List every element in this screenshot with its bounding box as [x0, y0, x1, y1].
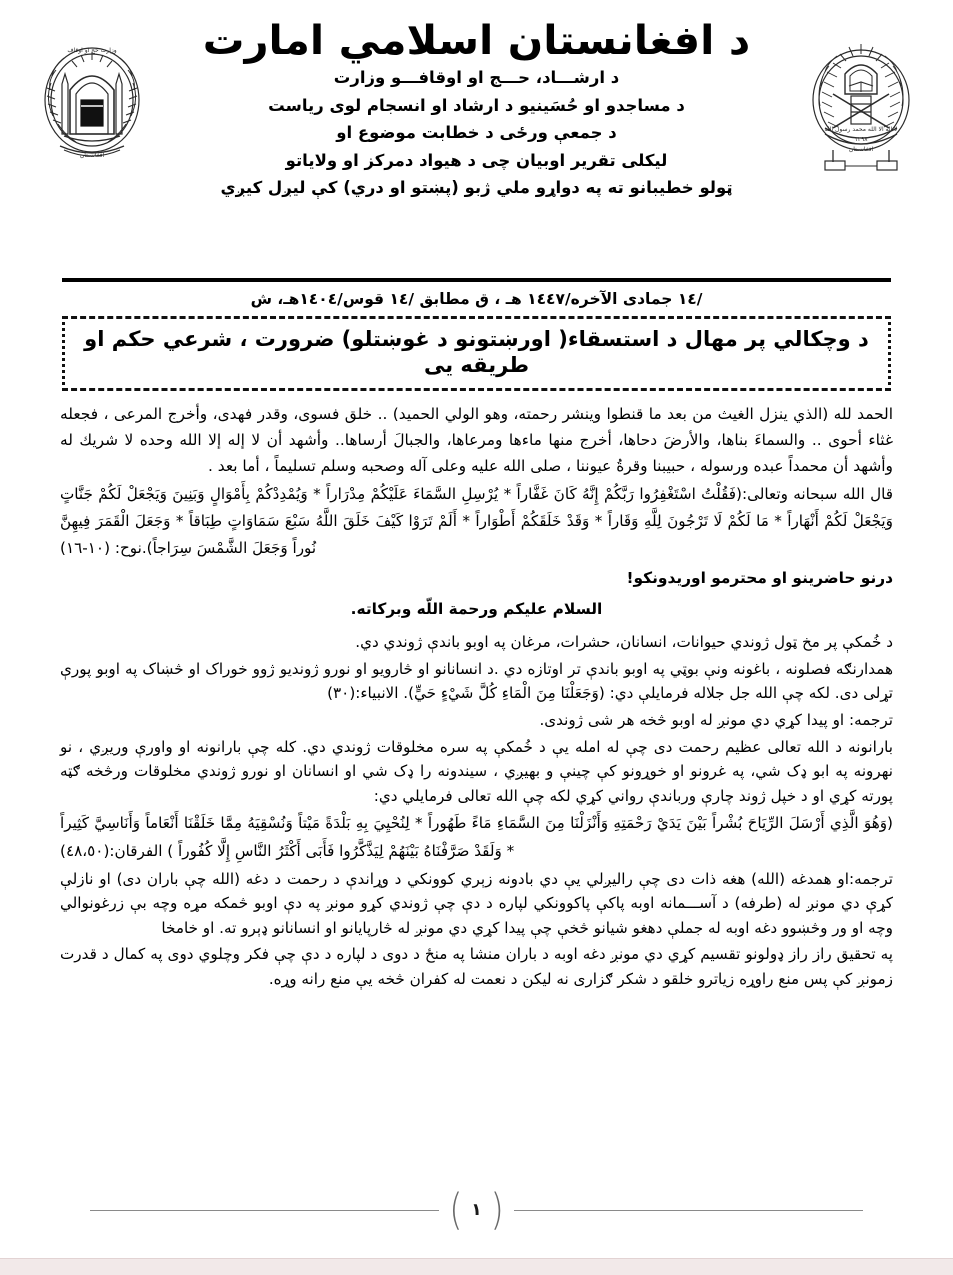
header-divider: [62, 278, 891, 282]
svg-text:١٢٩٨: ١٢٩٨: [854, 136, 868, 143]
svg-text:وزارت حج او اوقاف: وزارت حج او اوقاف: [67, 47, 117, 54]
header-line-distribution: ټولو خطيبانو ته په دواړو ملي ژبو (پښتو او دري) کې ليږل کيږي: [220, 178, 733, 197]
document-footer: [0, 1185, 953, 1253]
header-text-block: [150, 18, 803, 197]
page-title: د وچکالي پر مهال د استسقاء( اورښتونو د غوښتلو) ضرورت ، شرعي حکم او طريقه يی: [84, 327, 869, 378]
paragraph-intro-life-water: د خُمکې پر مخ ټول ژوندي حيوانات، انسانان، حشرات، مرغان په اوبو باندې ژوندي دي.: [355, 633, 893, 652]
paragraph-rain-is-mercy: بارانونه د الله تعالی عظيم رحمت دی چې له امله يې د خُمکې په سره مخلوقات ژوندي دي. کله چې بارانونه او واورې وريږي ، نو نهرونه په ابو ډک شي، په غرونو او خوړونو کې چينې و بهيږي ، سيندونه را ډک شي او انسانان او نورو ژوندي مخلوقات ورڅخه ګټه پورته کړي او د خپل ژوند چارې ورباندې رواني کړي لکه چې الله تعالی فرمايلي دي:: [60, 737, 893, 805]
paragraph-greeting-salam: السلام عليکم ورحمة اللّه وبرکاته.: [350, 600, 603, 619]
afghanistan-national-emblem: [803, 28, 919, 178]
hijri-date-line: /١٤ جمادى الآخره/١٤٤٧ هـ ، ق مطابق /١٤ قوس/١٤٠٤هـ، ش: [250, 290, 703, 308]
paragraph-closing: په تحقيق راز راز ډولونو تقسيم کړي دي مونږ دغه اوبه د باران منشا په منځ د دوی د لپاره د دې چې فکر وچلوي دوی په کمال د قدرت زمونږ کې پس منع راوړه زياترو خلقو د شکر ګزاری نه ليکن د نعمت له کفران څخه يې منع رانه وړه.: [60, 945, 893, 989]
bottom-band: [0, 1258, 953, 1275]
paren-close: ): [449, 1185, 463, 1235]
paragraph-crops-and-animals: همدارنګه فصلونه ، باغونه ونې بوټي په اوبو باندې تر اوتازه دي .د انسانانو او څارويو او نورو ژونديو ژوو خوراک او څښاک په اوبو پورې تړلی دی. لکه چې الله جل جلاله فرمايلې دي: (وَجَعَلْنَا مِنَ الْمَاءِ كُلَّ شَيْءٍ حَيٍّ). الانبياء:(٣٠): [60, 659, 893, 703]
page-number-container: [439, 1185, 514, 1235]
footer-rule-left: [90, 1210, 439, 1211]
state-calligraphy-title: د افغانستان اسلامي امارت: [202, 18, 751, 64]
document-header: [0, 0, 953, 272]
paragraph-translation-anbiya: ترجمه: او پيدا کړي دي مونږ له اوبو څخه هر شی ژوندی.: [539, 710, 893, 729]
svg-text:افغانستان: افغانستان: [79, 152, 105, 159]
header-line-directorate: د مساجدو او حُسَينيو د ارشاد او انسجام لوی رياست: [268, 95, 685, 115]
paragraph-audience-address: درنو حاضرينو او محترمو اوريدونکو!: [626, 569, 893, 588]
document-body: [0, 391, 953, 992]
paragraph-quran-furqan: (وَهُوَ الَّذِي أَرْسَلَ الرِّيَاحَ بُشْراً بَيْنَ يَدَيْ رَحْمَتِهِ وَأَنْزَلْنَا مِنَ السَّمَاءِ مَاءً طَهُوراً * لِنُحْيِيَ بِهِ بَلْدَةً مَيْتاً وَنُسْقِيَهُ مِمَّا خَلَقْنَا أَنْعَاماً وَأَنَاسِيَّ كَثِيراً * وَلَقَدْ صَرَّفْنَاهُ بَيْنَهُمْ لِيَذَّكَّرُوا فَأَبَى أَكْثَرُ النَّاسِ إِلَّا كُفُوراً ) الفرقان:(٤٨،٥٠): [60, 814, 893, 860]
sermon-title-box: [62, 316, 891, 391]
footer-rule-right: [514, 1210, 863, 1211]
header-line-sermon-topic: د جمعې ورځی د خطابت موضوع او: [336, 123, 617, 142]
svg-text:لا اله الا الله محمد رسول الله: لا اله الا الله محمد رسول الله: [824, 126, 898, 133]
paragraph-translation-furqan: ترجمه:او همدغه (الله) هغه ذات دی چې راليږلي يې دي بادونه زېري کوونکي د وړاندې د رحمت د دغه (الله چې باران دی) او نازلې کړې دي مونږ له (طرفه) د آســـمانه اوبه پاکې پاکوونکي لپاره د دې چې ژوندي کړو مونږ په دې اوبو څمکه مړه وچه بې زرغونوالي وچه او ور وڅښوو دغه اوبه له جملې دهغو شيانو څخې چې پيدا کړي دي مونږ له څارپايانو او انسانانو ډېرو ته. او خامخا: [60, 869, 893, 937]
paren-open: (: [490, 1185, 504, 1235]
svg-text:افغانستان: افغانستان: [848, 146, 874, 153]
paragraph-quran-nuh: قال الله سبحانه وتعالى:(فَقُلْتُ اسْتَغْفِرُوا رَبَّكُمْ إِنَّهُ كَانَ غَفَّاراً * يُرْسِلِ السَّمَاءَ عَلَيْكُمْ مِدْرَاراً * وَيُمْدِدْكُمْ بِأَمْوَالٍ وَبَنِينَ وَيَجْعَلْ لَكُمْ جَنَّاتٍ وَيَجْعَلْ لَكُمْ أَنْهَاراً * مَا لَكُمْ لَا تَرْجُونَ لِلَّهِ وَقَاراً * وَقَدْ خَلَقَكُمْ أَطْوَاراً * أَلَمْ تَرَوْا كَيْفَ خَلَقَ اللَّهُ سَبْعَ سَمَاوَاتٍ طِبَاقاً * وَجَعَلَ الْقَمَرَ فِيهِنَّ نُوراً وَجَعَلَ الشَّمْسَ سِرَاجاً).نوح: (١٠-١٦): [60, 485, 893, 558]
page-number: ١: [471, 1199, 482, 1220]
ministry-of-hajj-emblem: [34, 28, 150, 178]
paragraph-hamdalah: الحمد لله (الذي ينزل الغيث من بعد ما قنطوا وينشر رحمته، وهو الولي الحميد) .. خلق فسوى، وقدر فهدى، وأخرج المرعى ، فجعله غثاء أحوى .. والسماءَ بناها، والأرضَ دحاها، أخرج منها ماءها ومرعاها، والجبالَ أرساها.. وأشهد أن لا إله إلا الله وحده لا شريك له وأشهد أن محمداً عبده ورسوله ، حبيبنا وقرةُ عيوننا ، صلى الله عليه وعلى آله وصحبه وسلم تسليماً ، أما بعد .: [60, 404, 893, 475]
header-line-ministry: د ارشـــاد، حـــج او اوقافـــو وزارت: [333, 68, 620, 87]
header-line-written-speech: ليکلی تقرير اوبيان چی د هيواد دمرکز او ولاياتو: [285, 150, 668, 170]
